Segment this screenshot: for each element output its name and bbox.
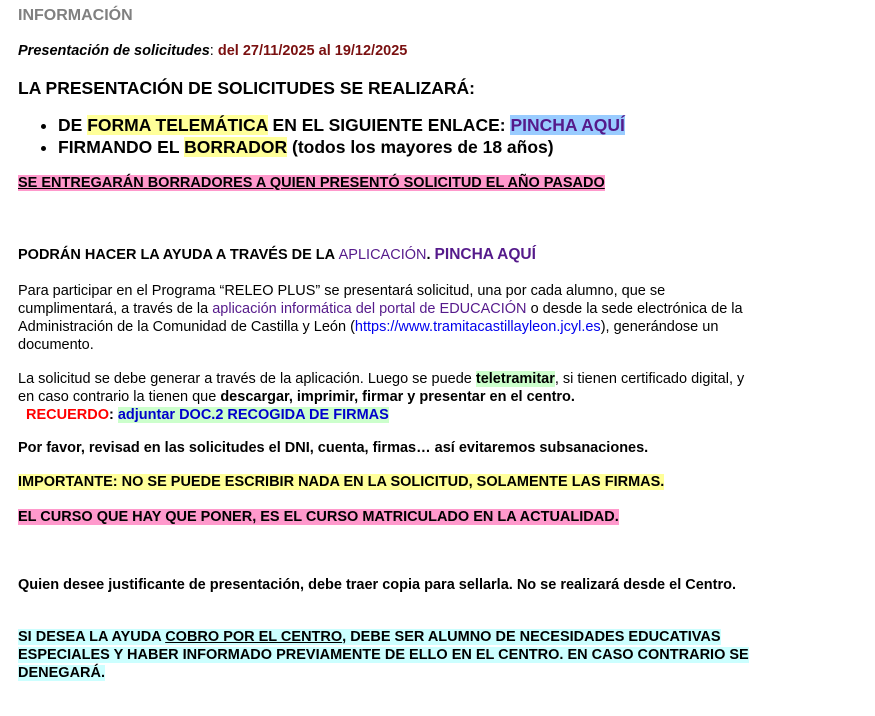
borradores-notice (18, 175, 605, 191)
recuerdo-label: RECUERDO (26, 407, 109, 423)
borradores-text: SE ENTREGARÁN BORRADORES A QUIEN PRESENTÓ SOLICITUD EL AÑO PASADO (18, 175, 605, 191)
pincha-aqui-link[interactable]: PINCHA AQUÍ (510, 115, 625, 135)
cobro-pre: SI DESEA LA AYUDA (18, 629, 166, 645)
importante-text: IMPORTANTE: NO SE PUEDE ESCRIBIR NADA EN LA SOLICITUD, SOLAMENTE LAS FIRMAS. (18, 474, 665, 490)
methods-list (18, 114, 625, 158)
app-line-dot: . (426, 247, 435, 263)
teletramitar-highlight: teletramitar (475, 371, 555, 387)
app-line-pre: PODRÁN HACER LA AYUDA A TRAVÉS DE LA (18, 247, 339, 263)
justificante-notice: Quien desee justificante de presentación, debe traer copia para sellarla. No se realizará desde el Centro. (18, 577, 737, 593)
cobro-text (18, 629, 749, 681)
method2-pre: FIRMANDO EL (58, 137, 185, 157)
cobro-post: , DEBE SER ALUMNO DE NECESIDADES EDUCATIVAS ESPECIALES Y HABER INFORMADO PREVIAMENTE DE ELLO EN EL CENTRO. EN CASO CONTRARIO SE DENEGARÁ. (18, 629, 749, 681)
method-item-telematica (58, 114, 625, 136)
aplicacion-link[interactable]: APLICACIÓN (338, 247, 427, 263)
dates-line (18, 43, 407, 59)
dates-label: Presentación de solicitudes (18, 43, 210, 59)
method2-post: (todos los mayores de 18 años) (287, 137, 554, 157)
para2-text1: La solicitud se debe generar a través de la aplicación. Luego se puede (18, 371, 476, 387)
cobro-underlined: COBRO POR EL CENTRO (165, 629, 343, 645)
para1-text1: Para participar en el Programa “RELEO PLUS” se presentará solicitud, una por cada alumno, que se cumplimentará, a través de la (18, 283, 666, 317)
importante-notice (18, 474, 664, 490)
main-title: LA PRESENTACIÓN DE SOLICITUDES SE REALIZARÁ: (18, 78, 475, 98)
info-heading: INFORMACIÓN (18, 7, 133, 24)
dates-value: del 27/11/2025 al 19/12/2025 (217, 43, 408, 59)
presentar-bold: descargar, imprimir, firmar y presentar en el centro. (220, 389, 575, 405)
revisad-notice: Por favor, revisad en las solicitudes el DNI, cuenta, firmas… así evitaremos subsanaciones. (18, 440, 649, 456)
app-line (18, 246, 536, 264)
curso-notice (18, 509, 619, 525)
borrador-highlight: BORRADOR (184, 137, 288, 157)
recuerdo-colon: : (108, 407, 118, 423)
curso-text: EL CURSO QUE HAY QUE PONER, ES EL CURSO MATRICULADO EN LA ACTUALIDAD. (18, 509, 619, 525)
adjuntar-doc2: adjuntar DOC.2 RECOGIDA DE FIRMAS (117, 407, 389, 423)
method1-post: EN EL SIGUIENTE ENLACE: (267, 115, 511, 135)
paragraph-releo (18, 282, 758, 354)
para1-text3: ), generándose un documento. (18, 319, 719, 353)
para2-text2: , si tienen certificado digital, y en caso contrario la tienen que (18, 371, 745, 405)
para1-text2: o desde la sede electrónica de la Administración de la Comunidad de Castilla y León ( (18, 301, 743, 335)
dates-sep: : (209, 43, 218, 59)
forma-telematica-highlight: FORMA TELEMÁTICA (87, 115, 268, 135)
paragraph-solicitud (18, 370, 758, 424)
app-pincha-aqui-link[interactable]: PINCHA AQUÍ (434, 246, 536, 263)
tramita-link[interactable]: https://www.tramitacastillayleon.jcyl.es (354, 319, 601, 335)
method1-pre: DE (58, 115, 88, 135)
cobro-notice (18, 628, 763, 682)
portal-educacion-link[interactable]: aplicación informática del portal de EDUCACIÓN (212, 301, 527, 317)
method-item-borrador (58, 136, 625, 158)
